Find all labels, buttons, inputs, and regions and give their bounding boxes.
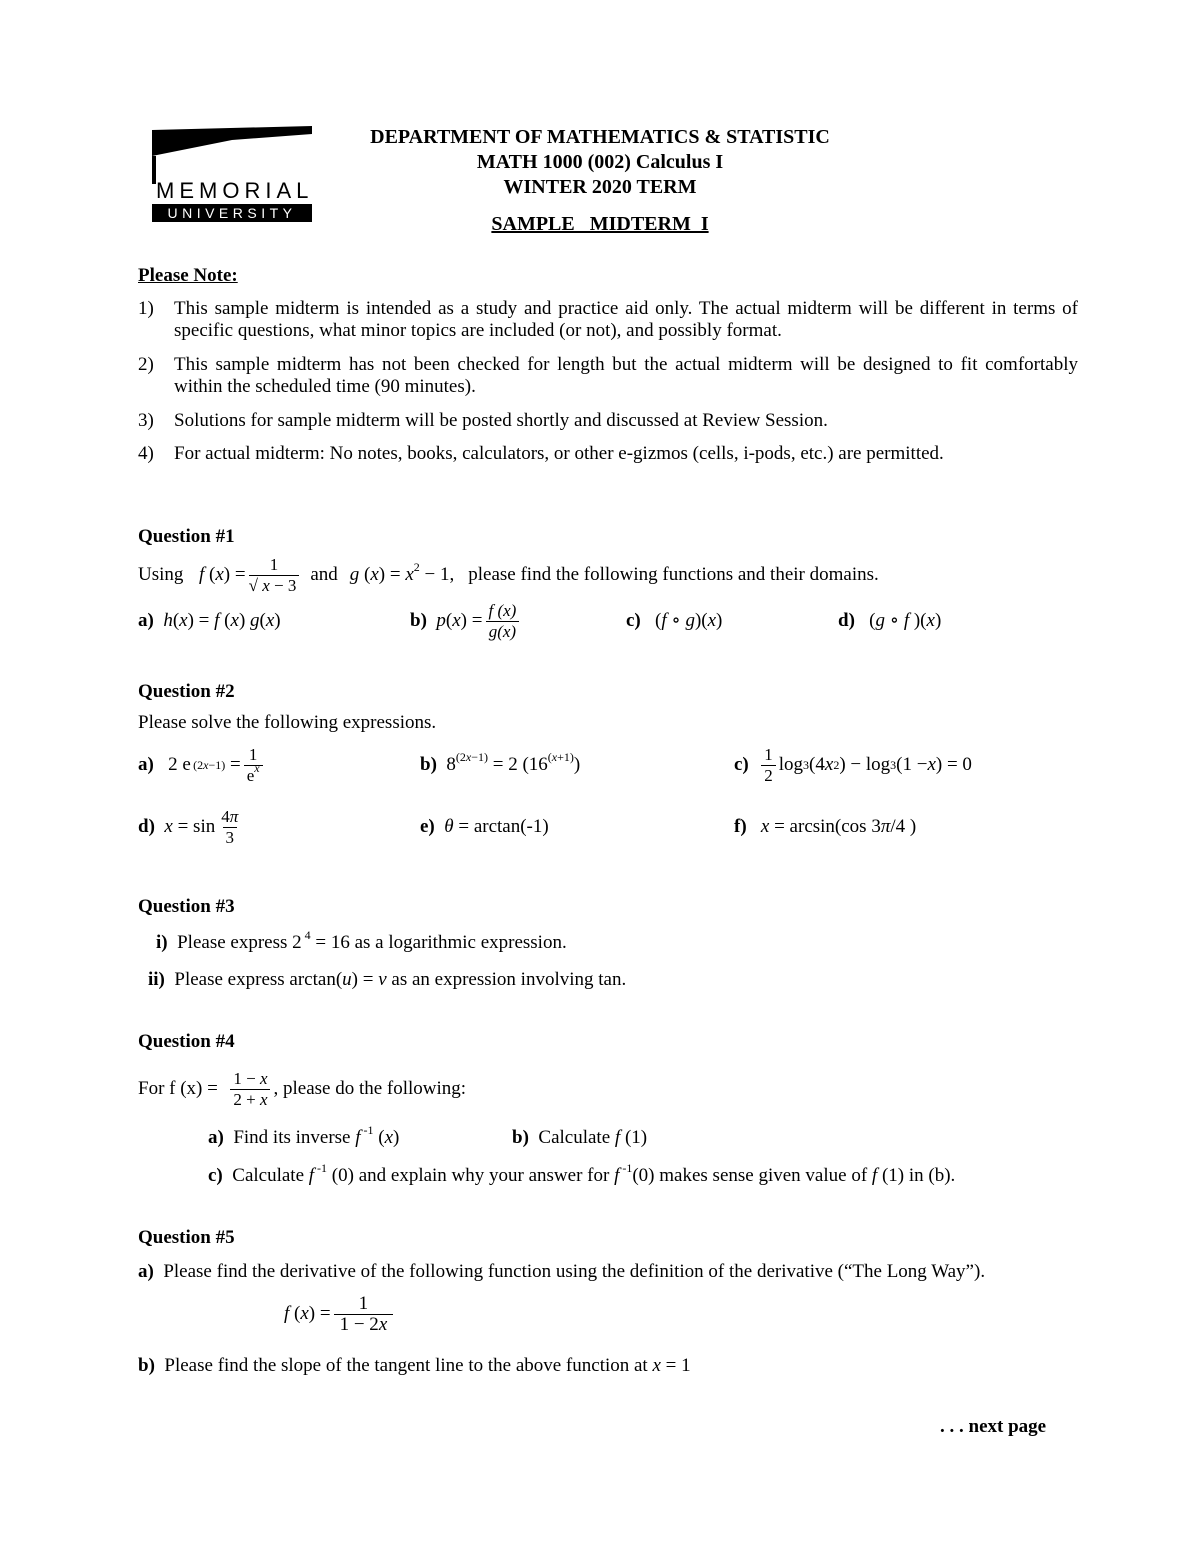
q1-part-a: a) h(x) = f (x) g(x)	[138, 610, 281, 631]
q4-part-c: c) Calculate f $^{-1}$ (0) and explain why your answer for f $^{-1}$(0) makes sense given value of f (1) in (b).	[208, 1161, 956, 1186]
q1-heading: Question #1	[138, 526, 235, 547]
q1-statement: Using f (x) = $\frac{1}{√ x - 3}$ and g $(x) = x^2 - 1$, please find the following functions and their domains.	[138, 554, 879, 595]
q5-part-b: b) Please find the slope of the tangent line to the above function at x = 1	[138, 1355, 691, 1376]
department-title: DEPARTMENT OF MATHEMATICS & STATISTIC	[370, 126, 830, 148]
next-page-note: . . . next page	[940, 1416, 1047, 1437]
note-item-1: 1) This sample midterm is intended as a study and practice aid only. The actual midterm will be different in terms of specific questions, what minor topics are included (or not), and possibly format.	[138, 298, 1078, 341]
q2-part-b: b) $8^{(2x-1)} = 2$ $(16^{(x+1)})$	[420, 750, 581, 775]
q3-part-i: i) Please express 2 $^4$ = 16 as a logarithmic expression.	[156, 928, 567, 953]
q4-part-b: b) Calculate f (1)	[512, 1127, 648, 1148]
q4-intro: For f (x) = $\frac{1 - x}{2 + x}$ , please do the following:	[138, 1068, 467, 1109]
q2-heading: Question #2	[138, 681, 235, 702]
q2-part-e: e) θ = arctan(-1)	[420, 816, 549, 837]
logo-memorial: MEMORIAL	[156, 178, 314, 203]
logo-university: UNIVERSITY	[152, 204, 312, 222]
q4-part-a: a) Find its inverse f $^{-1}$ (x)	[208, 1123, 400, 1148]
exam-title: SAMPLE MIDTERM I	[491, 213, 709, 235]
q1-part-c: c) (f ∘ g)(x)	[626, 610, 723, 631]
q4-heading: Question #4	[138, 1031, 235, 1052]
q1-part-b: b) p ( x ) = $\frac{f (x)}{g(x)}$	[410, 598, 522, 644]
q2-part-f: f) x = arcsin(cos 3π/4 )	[734, 816, 917, 837]
q5-heading: Question #5	[138, 1227, 235, 1248]
q1-part-d: d) (g ∘ f )(x)	[838, 610, 942, 631]
note-item-4: 4) For actual midterm: No notes, books, calculators, or other e-gizmos (cells, i-pods, etc.) are permitted.	[138, 443, 944, 464]
note-item-3: 3) Solutions for sample midterm will be posted shortly and discussed at Review Session.	[138, 410, 828, 431]
course-title: MATH 1000 (002) Calculus I	[476, 151, 724, 173]
q2-part-d: d) x = sin $\frac{4\pi}{3}$	[138, 806, 239, 847]
q3-heading: Question #3	[138, 896, 235, 917]
q5-function: f ( x ) = $\frac{1}{1 - 2x}$	[284, 1288, 396, 1340]
university-logo	[152, 126, 314, 224]
q2-intro: Please solve the following expressions.	[138, 712, 437, 733]
q2-part-a: a) 2 e (2x−1) = $\frac{1}{e^x}$	[138, 742, 266, 788]
notes-heading: Please Note:	[138, 265, 238, 286]
q3-part-ii: ii) Please express arctan(u) = v as an expression involving tan.	[148, 969, 627, 990]
note-item-2: 2) This sample midterm has not been checked for length but the actual midterm will be designed to fit comfortably within the scheduled time (90 minutes).	[138, 354, 1078, 397]
q5-part-a: a) Please find the derivative of the following function using the definition of the derivative (“The Long Way”).	[138, 1261, 986, 1282]
term-title: WINTER 2020 TERM	[503, 176, 697, 198]
q2-part-c: c) $\frac{1}{2}$ log 3 (4 x 2 ) − log 3 (1 − x ) = 0	[734, 744, 972, 785]
